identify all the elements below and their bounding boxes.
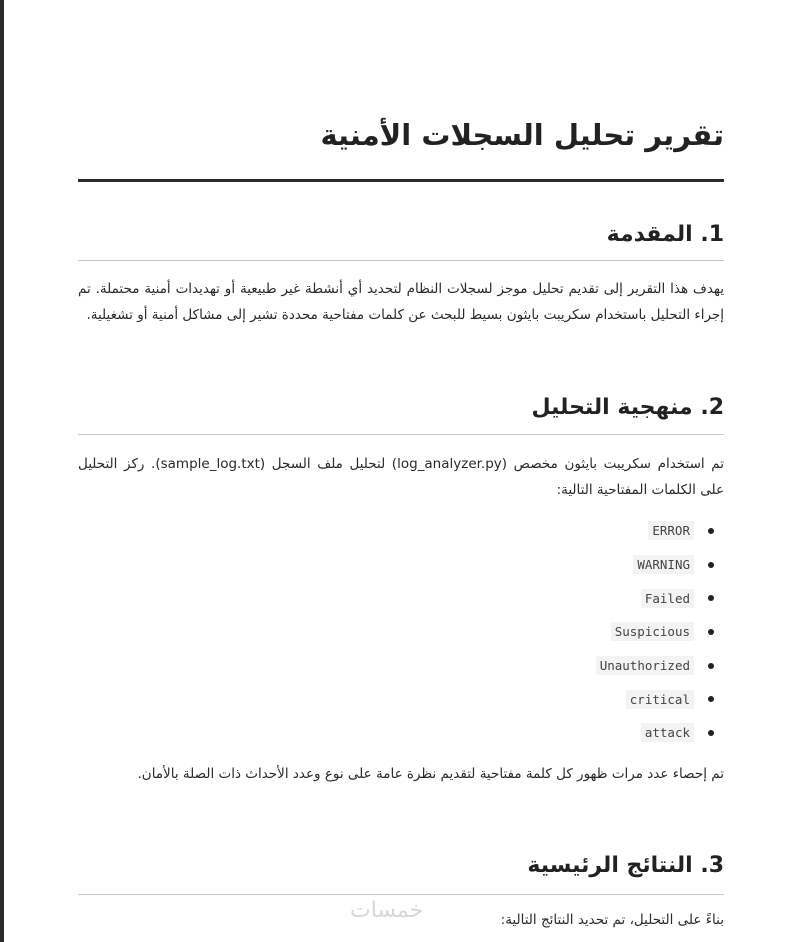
keyword-list	[596, 514, 724, 750]
keyword-code: Suspicious	[611, 622, 694, 641]
bullet-icon	[708, 730, 714, 736]
list-item	[596, 716, 724, 750]
section-divider	[78, 260, 724, 261]
methodology-paragraph: تم استخدام سكريبت بايثون مخصص (log_analyzer.py) لتحليل ملف السجل (sample_log.txt). ركز التحليل على الكلمات المفتاحية التالية:	[78, 456, 724, 498]
keyword-code: critical	[626, 690, 694, 709]
title-divider	[78, 179, 724, 182]
bullet-icon	[708, 629, 714, 635]
keyword-code: attack	[641, 723, 694, 742]
section-heading-findings: 3. النتائج الرئيسية	[527, 853, 724, 878]
section-heading-methodology: 2. منهجية التحليل	[531, 395, 724, 420]
list-item	[596, 581, 724, 615]
list-item	[596, 514, 724, 548]
bullet-icon	[708, 663, 714, 669]
keyword-code: Unauthorized	[596, 656, 694, 675]
bullet-icon	[708, 528, 714, 534]
introduction-paragraph: يهدف هذا التقرير إلى تقديم تحليل موجز لسجلات النظام لتحديد أي أنشطة غير طبيعية أو تهديدات أمنية محتملة. تم إجراء التحليل باستخدام سكريبت بايثون بسيط للبحث عن كلمات مفتاحية محددة تشير إلى مشاكل أمنية أو تشغيلية.	[78, 281, 724, 323]
section-divider	[78, 434, 724, 435]
methodology-summary-paragraph: تم إحصاء عدد مرات ظهور كل كلمة مفتاحية لتقديم نظرة عامة على نوع وعدد الأحداث ذات الصلة بالأمان.	[137, 766, 724, 782]
window-edge	[0, 0, 4, 942]
keyword-code: Failed	[641, 589, 694, 608]
keyword-code: ERROR	[648, 521, 694, 540]
list-item	[596, 682, 724, 716]
list-item	[596, 649, 724, 683]
section-divider	[78, 894, 724, 895]
list-item	[596, 548, 724, 582]
page-title: تقرير تحليل السجلات الأمنية	[320, 118, 724, 152]
list-item	[596, 615, 724, 649]
keyword-code: WARNING	[633, 555, 694, 574]
bullet-icon	[708, 696, 714, 702]
watermark-logo: خمسات	[350, 898, 424, 923]
bullet-icon	[708, 595, 714, 601]
findings-paragraph: بناءً على التحليل، تم تحديد النتائج التالية:	[500, 912, 724, 928]
bullet-icon	[708, 562, 714, 568]
section-heading-introduction: 1. المقدمة	[606, 222, 724, 247]
